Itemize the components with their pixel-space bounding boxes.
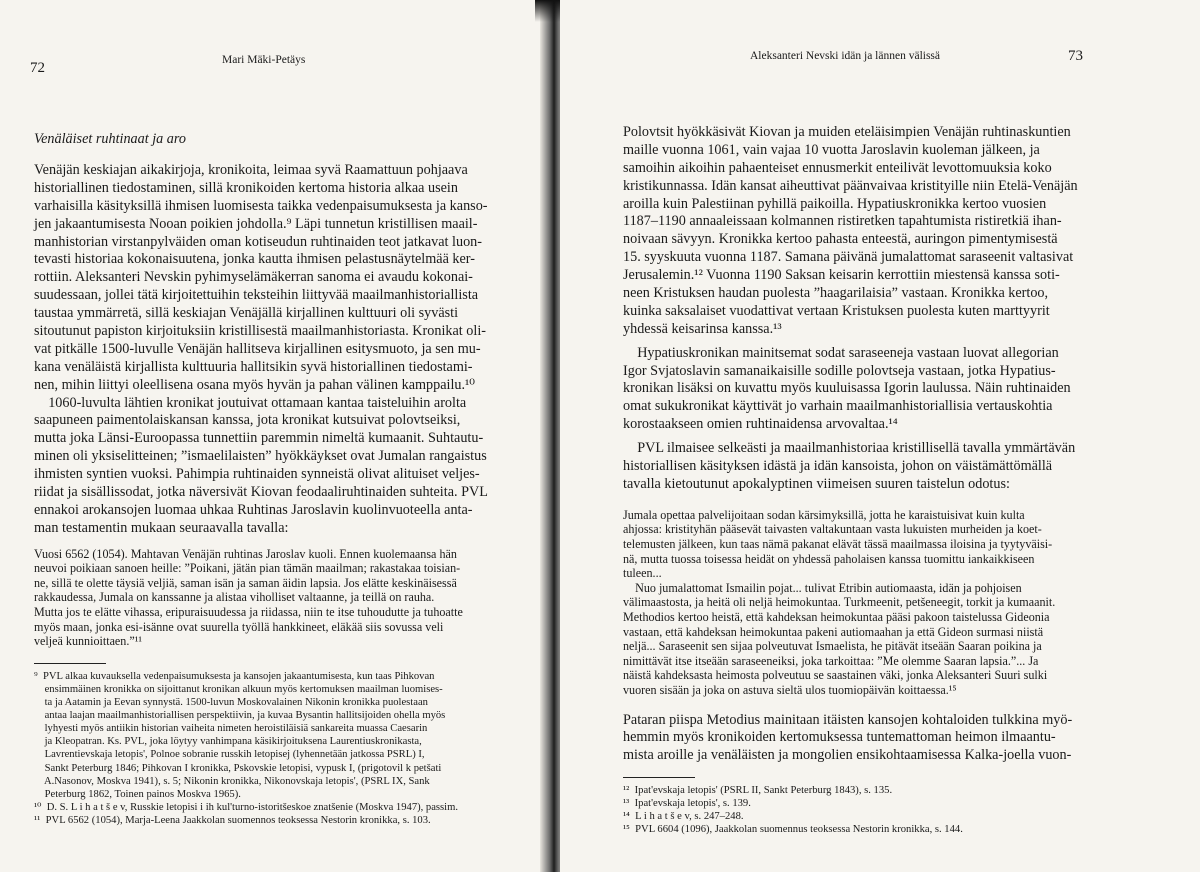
left-text-column (34, 130, 516, 827)
text-line: nen, mihin liittyi oleellisena osana myös hyvän ja pahan välinen kamppailu.¹⁰ (34, 376, 475, 393)
text-line: saapuneen paimentolaiskansan kanssa, jota kronikat kutsuivat polovtseiksi, (34, 412, 461, 429)
text-line: hemmin myös kronikoiden kertomuksessa tuntemattoman heimon ilmaantu- (623, 729, 1056, 746)
footnote-line: ¹³ Ipat'evskaja letopis', s. 139. (623, 798, 751, 810)
text-line: Polovtsit hyökkäsivät Kiovan ja muiden eteläisimpien Venäjän ruhtinaskuntien (623, 124, 1071, 140)
footnote-line: Peterburg 1862, Toinen painos Moskva 1965). (34, 788, 241, 800)
quote-line: nimittävät itse itseään saraseeneiksi, joka tarkoittaa: ”Me olemme Saaran lapsia.”... Ja (623, 653, 1039, 668)
left-paragraph-2 (34, 395, 516, 538)
footnote-line: antaa laajan maailmanhistoriallisen perspektiivin, ja kuvaa Bysantin hallitsijoiden ohella myös (34, 710, 446, 722)
text-line: varhaisilla käsityksillä ihmisen luomisesta taikka vedenpaisumuksesta ja kanso- (34, 197, 488, 214)
text-line: Igor Svjatoslavin samanaikaisille sodille polovtseja vastaan, jotka Hypatius- (623, 362, 1056, 379)
text-line: Venäjän keskiajan aikakirjoja, kronikoita, leimaa syvä Raamattuun pohjaava (34, 162, 468, 178)
page-number: 72 (30, 60, 45, 76)
text-line: Hypatiuskronikan mainitsemat sodat saraseeneja vastaan luovat allegorian (623, 344, 1059, 361)
text-line: kronikan lisäksi on kuvattu myös kuuluisassa Igorin laulussa. Näin ruhtinaiden (623, 380, 1071, 397)
quote-line: telemusten jälkeen, kun taas nämä pakanat elävät tässä maailmassa iloisina ja tyytyväisi- (623, 537, 1053, 551)
quote-line: Nuo jumalattomat Ismailin pojat... tulivat Etribin autiomaasta, idän ja pohjoisen (623, 580, 1022, 595)
left-page (0, 0, 548, 872)
left-paragraph-1 (34, 162, 516, 395)
quote-line: neuvoi poikiaan sanoen heille: ”Poikani, jätän pian tämän maailman; rakastakaa toisian- (34, 561, 461, 576)
text-line: tavalla kietoutunut apokalyptinen viimeisen suuren taistelun odotus: (623, 475, 1010, 492)
text-line: omat sukukronikat käyttivät jo varhain maailmanhistoriallisia vertauskohtia (623, 398, 1053, 415)
text-line: noivaan sävyyn. Kronikka kertoo pahasta enteestä, auringon pimentymisestä (623, 231, 1058, 248)
text-line: mista aroille ja venäläisten ja mongolien ensikohtaamisessa Kalka-joella vuon- (623, 747, 1072, 764)
text-line: kana venäläistä kirjallista kulttuuria hallitsikin syvä historiallinen tiedostami- (34, 358, 473, 375)
footnote-line: Lavrentievskaja letopis', Polnoe sobranie russkih letopisej (lyhennetään jatkossa PSRL) I, (34, 749, 425, 761)
text-line: ihmisten syntien vuoksi. Pahimpia ruhtinaiden synneistä olivat alituiset veljes- (34, 466, 480, 483)
quote-line: vuoren sisään ja joka on astuva sieltä ulos tuomiopäivän koittaessa.¹⁵ (623, 682, 957, 697)
right-paragraph-3 (623, 440, 1110, 494)
quote-line: ahjossa: kristityhän pääsevät taivasten valtakuntaan vasta lukuisten murheiden ja koet- (623, 522, 1042, 537)
text-line: ennakoi arokansojen luomaa uhkaa Ruhtinas Jaroslavin kuolinvuoteella anta- (34, 501, 473, 518)
right-block-quote (623, 508, 1110, 698)
right-paragraph-4 (623, 712, 1110, 766)
page-number: 73 (1068, 48, 1083, 64)
right-paragraph-1 (623, 124, 1110, 339)
footnote-line: ¹² Ipat'evskaja letopis' (PSRL II, Sankt Peterburg 1843), s. 135. (623, 785, 893, 797)
quote-line: Jumala opettaa palvelijoitaan sodan kärsimyksillä, jotta he karaistuisivat kuin kulta (623, 507, 1025, 522)
text-line: minen oli yksiselitteinen; ”ismaelilaisten” hyökkäykset ovat Jumalan rangaistus (34, 448, 487, 465)
footnote-rule (34, 663, 106, 664)
text-line: tevasti historiaa kokonaisuutena, jonka kautta ihmisen pelastusnäytelmää ker- (34, 251, 475, 268)
quote-line: veljeä kunnioittaen.”¹¹ (34, 634, 142, 649)
footnote-line: A.Nasonov, Moskva 1941), s. 5; Nikonin kronikka, Nikonovskaja letopis', (PSRL IX, Sank (34, 775, 430, 787)
quote-line: nä, mutta tuossa toisessa heidät on yhdessä paholaisen kanssa tuomittu iankaikkiseen (623, 551, 1035, 566)
text-line: historiallinen tiedostaminen, sillä kronikoiden kertoma historia alkaa usein (34, 179, 458, 196)
text-line: historiallisen käsityksen idästä ja idän kansoista, johon on väistämättömällä (623, 458, 1053, 475)
text-line: neen Kristuksen haudan puolesta ”haagarilaisia” vastaan. Kronikka kertoo, (623, 285, 1049, 302)
footnote-line: ensimmäinen kronikka on sijoittanut kronikan alkuun myös kertomuksen maailman luomises- (34, 683, 443, 695)
text-line: kuinka saksalaiset vuodattivat vertaan Kristuksen puolesta kuten marttyyrit (623, 302, 1050, 319)
text-line: riidat ja sisällissodat, jotka näversivät Kiovan feodaaliruhtinaiden suhteita. PVL (34, 484, 488, 501)
text-line: mutta joka Länsi-Euroopassa tunnettiin paremmin nimeltä kumaanit. Suhtautu- (34, 430, 484, 447)
footnote-line: ¹⁵ PVL 6604 (1096), Jaakkolan suomennus teoksessa Nestorin kronikka, s. 144. (623, 824, 963, 836)
left-block-quote (34, 547, 516, 649)
quote-line: rakkaudessa, Jumala on kanssanne ja alistaa viholliset valtaanne, ja teillä on rauha. (34, 590, 435, 605)
text-line: rottiin. Aleksanteri Nevskin pyhimyselämäkerran sanoma ei avaudu kokonai- (34, 269, 473, 286)
text-line: korostaakseen omien ruhtinaidensa arvovaltaa.¹⁴ (623, 416, 898, 433)
text-line: aroilla kuin Palestiinan pyhillä paikoilla. Hypatiuskronikka kertoo vuosien (623, 195, 1047, 212)
text-line: maille vuonna 1061, vain vajaa 10 vuotta Jaroslavin kuoleman jälkeen, ja (623, 141, 1040, 158)
right-footnotes (623, 784, 1110, 836)
text-line: manhistorian virstanpylväiden oman kotiseudun ruhtinaiden teot jatkavat luon- (34, 233, 482, 250)
text-line: 15. syyskuuta vuonna 1187. Samana päivänä jumalattomat saraseenit valtasivat (623, 249, 1074, 266)
text-line: jen jakaantumisesta Nooan poikien johdolla.⁹ Läpi tunnetun kristillisen maail- (34, 215, 478, 232)
text-line: taustaa ymmärretä, sillä keskiajan Venäjällä kirjallinen kulttuuri oli syvästi (34, 305, 459, 322)
text-line: Pataran piispa Metodius mainitaan itäisten kansojen kohtaloiden tulkkina myö- (623, 711, 1073, 728)
quote-line: ne, sillä te olette täysiä veljiä, saman isän ja saman äidin lapsia. Jos elätte keskinäisessä (34, 575, 457, 590)
text-line: yhdessä keisarinsa kanssa.¹³ (623, 320, 782, 337)
right-text-column (623, 124, 1110, 837)
section-title: Venäläiset ruhtinaat ja aro (34, 131, 186, 147)
text-line: suudessaan, jollei tätä kirjoitettuihin teksteihin liittyvää maailmanhistoriallista (34, 287, 479, 304)
quote-line: Vuosi 6562 (1054). Mahtavan Venäjän ruhtinas Jaroslav kuoli. Ennen kuolemaansa hän (34, 546, 457, 561)
text-line: vat pitkälle 1500-luvulle Venäjän hallitseva kirjallinen esitysmuoto, ja sen mu- (34, 340, 481, 357)
footnote-line: ¹¹ PVL 6562 (1054), Marja-Leena Jaakkolan suomennos teoksessa Nestorin kronikka, s. 103. (34, 814, 431, 826)
quote-line: Methodios kertoo heistä, että kahdeksan heimokuntaa pääsi pakoon taistelussa Gideonia (623, 609, 1050, 624)
right-page (560, 0, 1200, 872)
text-line: sitoutunut papiston kirjoituksiin kristillisestä maailmanhistoriasta. Kronikat oli- (34, 323, 486, 340)
footnote-line: lyhyesti myös antiikin historian vaiheita nimeten heroistiläisiä sankareita muassa Caesarin (34, 723, 428, 735)
footnote-line: ta ja Aatamin ja Eevan synnystä. 1500-luvun Moskovalainen Nikonin kronikka puolestaan (34, 697, 428, 709)
footnote-line: ¹⁰ D. S. L i h a t š e v, Russkie letopisi i ih kul'turno-istoritšeskoe znatšenie (Moskva 1947), passim. (34, 801, 459, 813)
footnote-line: ⁹ PVL alkaa kuvauksella vedenpaisumuksesta ja kansojen jakaantumisesta, kun taas Pihkovan (34, 670, 435, 682)
footnote-line: ja Kleopatran. Ks. PVL, joka löytyy vanhimpana käsikirjoituksena Laurentiuskronikasta, (34, 736, 422, 748)
quote-line: näistä kahdeksasta heimosta polveutuu se saastainen väki, jonka Aleksanteri Suuri sulki (623, 668, 1048, 683)
text-line: 1060-luvulta lähtien kronikat joutuivat ottamaan kantaa taisteluihin arolta (34, 394, 467, 411)
right-paragraph-2 (623, 345, 1110, 434)
quote-line: neljä... Saraseenit sen sijaa polveutuvat Ismaelista, he pitävät itseään Saaran poikina ja (623, 639, 1042, 654)
footnote-rule (623, 777, 695, 778)
quote-line: Mutta jos te elätte vihassa, eripuraisuudessa ja riidassa, niin te itse tuhoudutte ja tuhoatte (34, 605, 463, 620)
text-line: man testamentin mukaan seuraavalla tavalla: (34, 519, 289, 536)
text-line: PVL ilmaisee selkeästi ja maailmanhistoriaa kristillisellä tavalla ymmärtävän (623, 440, 1076, 457)
footnote-line: ¹⁴ L i h a t š e v, s. 247–248. (623, 811, 744, 823)
quote-line: välimaastosta, ja heitä oli neljä heimokuntaa. Turkmeenit, petšeneegit, torkit ja kumaanit. (623, 595, 1056, 610)
left-footnotes (34, 670, 516, 827)
text-line: Jerusalemin.¹² Vuonna 1190 Saksan keisarin kerrottiin miestensä kanssa soti- (623, 267, 1060, 284)
text-line: samoihin aikoihin pahaenteiset ennusmerkit enteilivät levottomuuksia koko (623, 159, 1052, 176)
quote-line: myös maan, jonka esi-isänne ovat suurella työllä hankkineet, eläkää siis sovussa veli (34, 619, 444, 634)
text-line: kristikunnassa. Idän kansat aiheuttivat päänvaivaa kristityille niin Etelä-Venäjän (623, 177, 1078, 194)
quote-line: tuleen... (623, 566, 662, 581)
running-head: Mari Mäki-Petäys (222, 54, 306, 66)
running-head: Aleksanteri Nevski idän ja lännen välissä (750, 50, 941, 62)
footnote-line: Sankt Peterburg 1846; Pihkovan I kronikka, Pskovskie letopisi, vypusk I, (prigotovil k petšati (34, 762, 442, 774)
quote-line: vastaan, että kahdeksan heimokuntaa pakeni autiomaahan ja että Gideon surmasi niistä (623, 624, 1044, 639)
text-line: 1187–1190 annaaleissaan kolmannen ristiretken tapahtumista ristiretkiä ihan- (623, 213, 1062, 230)
